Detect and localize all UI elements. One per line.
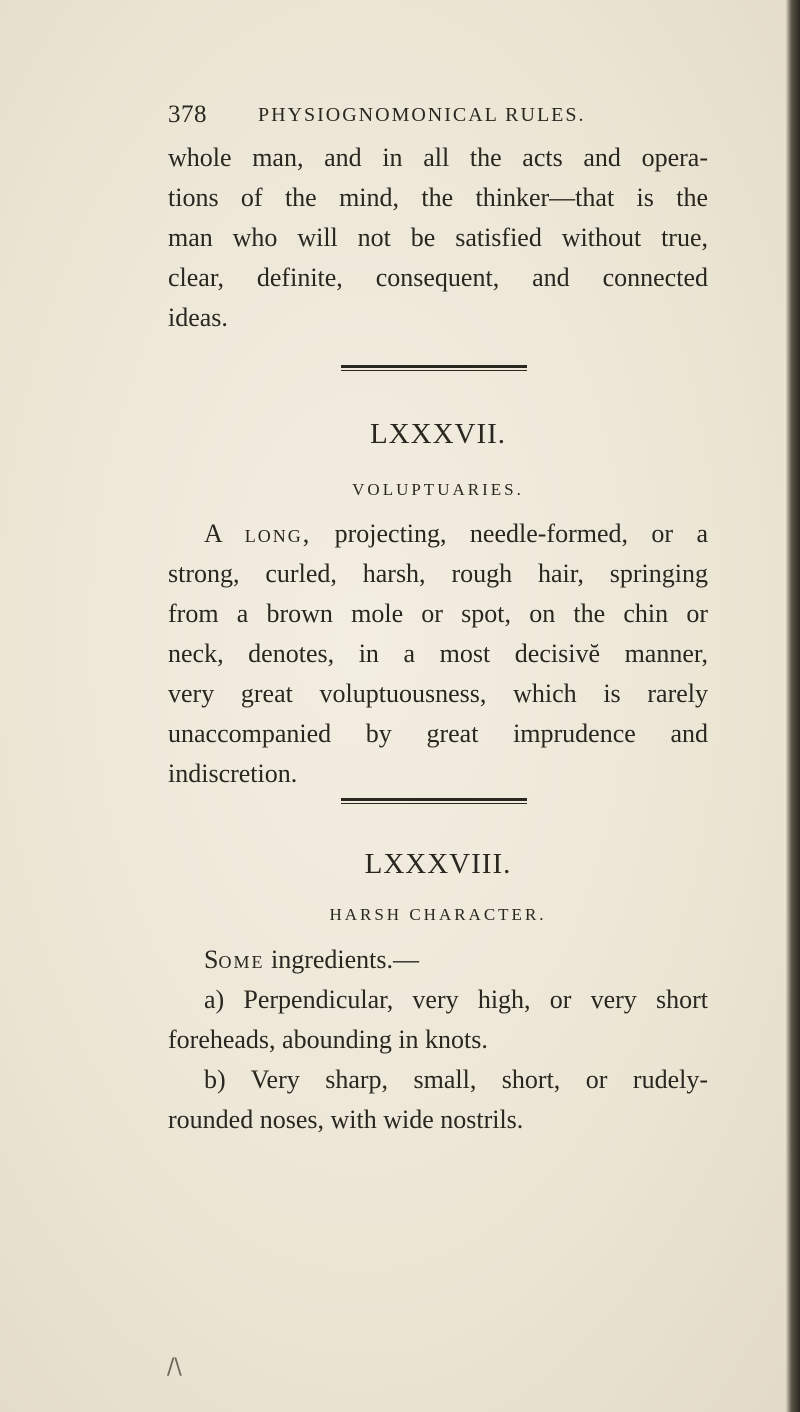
- lead-smallcaps: long,: [244, 519, 312, 548]
- text-line: from a brown mole or spot, on the chin or: [168, 599, 708, 628]
- text-line: clear, definite, consequent, and connected: [168, 263, 708, 292]
- text-line: very great voluptuousness, which is rarely: [168, 679, 708, 708]
- footer-mark: /\: [167, 1355, 182, 1380]
- section-divider-rule: [341, 365, 527, 371]
- text-line: a) Perpendicular, very high, or very short: [204, 985, 708, 1014]
- text-line: ideas.: [168, 303, 228, 332]
- text-line: tions of the mind, the thinker—that is the: [168, 183, 708, 212]
- page-header: [168, 97, 708, 133]
- text-line: foreheads, abounding in knots.: [168, 1025, 488, 1054]
- text-line: b) Very sharp, small, short, or rudely-: [204, 1065, 708, 1094]
- text-line: [168, 940, 708, 980]
- section-number: LXXXVII.: [369, 418, 507, 450]
- text-line: indiscretion.: [168, 759, 298, 788]
- page-number: 378: [168, 101, 207, 128]
- lead-cap: S: [204, 945, 219, 974]
- section-title: HARSH CHARACTER.: [329, 905, 547, 924]
- text-line: [168, 514, 708, 554]
- section-paragraph: [168, 940, 708, 1140]
- intro-paragraph: [168, 138, 708, 338]
- section-title: VOLUPTUARIES.: [352, 480, 524, 499]
- text-line: strong, curled, harsh, rough hair, springing: [168, 559, 708, 588]
- section-divider-rule: [341, 798, 527, 804]
- line-rest: projecting, needle-formed, or a: [334, 519, 708, 548]
- book-spine-shadow: [786, 0, 800, 1412]
- text-line: unaccompanied by great imprudence and: [168, 719, 708, 748]
- line-rest: ingredients.—: [270, 945, 419, 974]
- lead-cap: A: [204, 519, 222, 548]
- running-head: PHYSIOGNOMONICAL RULES.: [258, 104, 586, 126]
- lead-smallcaps: ome: [218, 945, 265, 974]
- text-line: rounded noses, with wide nostrils.: [168, 1105, 524, 1134]
- text-line: neck, denotes, in a most decisivĕ manner,: [168, 639, 708, 668]
- section-paragraph: [168, 514, 708, 794]
- text-line: man who will not be satisfied without true,: [168, 223, 708, 252]
- text-line: whole man, and in all the acts and opera-: [168, 143, 708, 172]
- section-number: LXXXVIII.: [364, 848, 512, 880]
